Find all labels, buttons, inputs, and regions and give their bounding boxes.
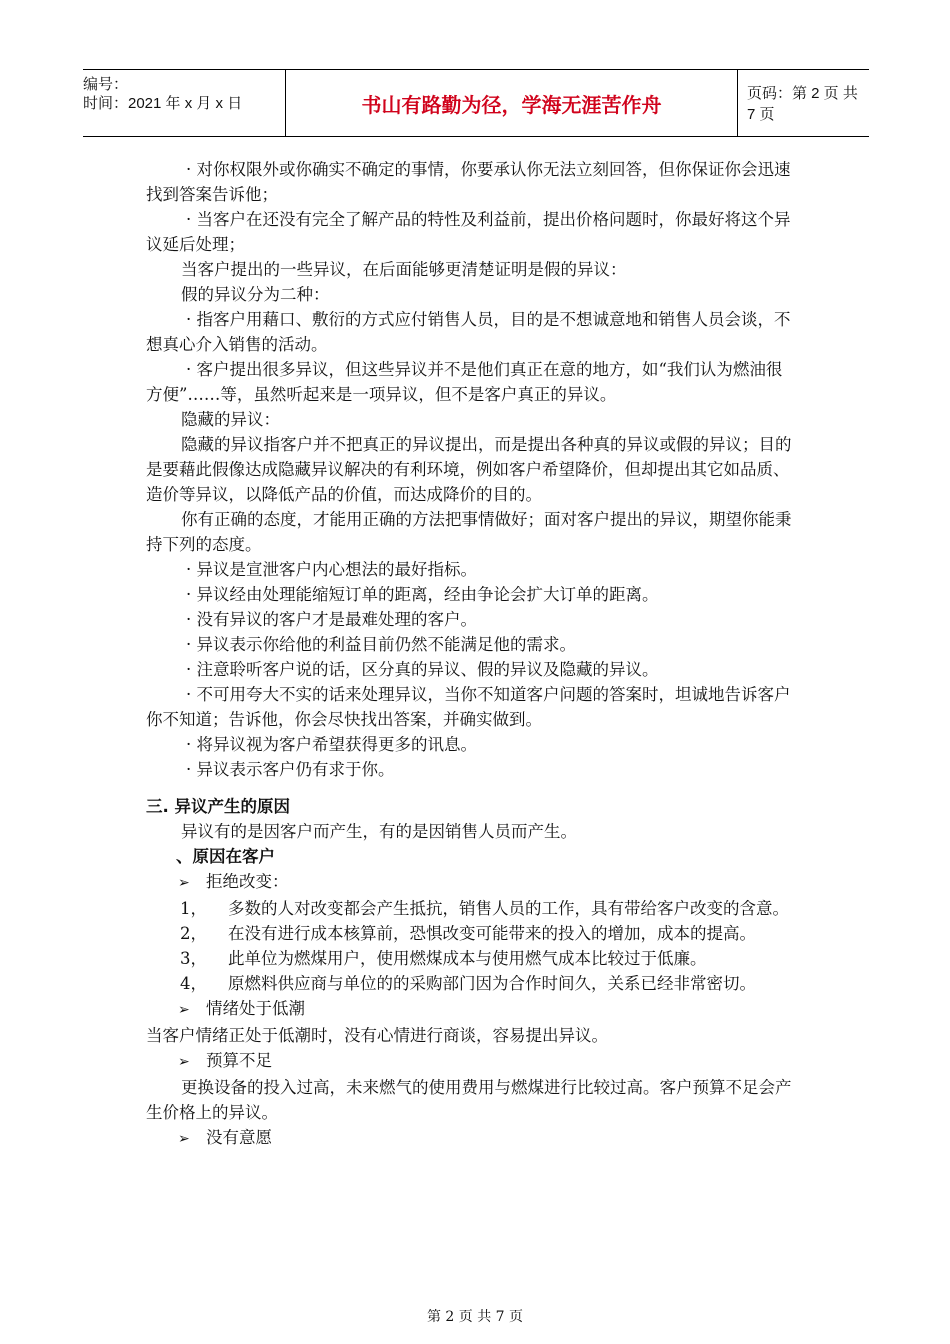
attitude-item: · 注意聆听客户说的话，区分真的异议、假的异议及隐藏的异议。 bbox=[186, 660, 659, 679]
attitude-item: · 不可用夸大不实的话来处理异议，当你不知道客户问题的答案时，坦诚地告诉客户你不知道；告诉他，你会尽快找出答案，并确实做到。 bbox=[146, 685, 791, 729]
attitude-item: · 异议是宣泄客户内心想法的最好指标。 bbox=[186, 560, 477, 579]
arrow-bullet-icon: ➢ bbox=[178, 1131, 190, 1147]
arrow-bullet-icon: ➢ bbox=[178, 1002, 190, 1018]
paragraph: · 当客户在还没有完全了解产品的特性及利益前，提出价格问题时，你最好将这个异议延后处理； bbox=[146, 210, 791, 254]
section-heading: 三. 异议产生的原因 bbox=[146, 797, 291, 816]
arrow-item-text: 拒绝改变： bbox=[206, 872, 289, 891]
paragraph: 当客户提出的一些异议，在后面能够更清楚证明是假的异议： bbox=[181, 260, 627, 279]
item-number: 4， bbox=[180, 974, 207, 993]
paragraph: 更换设备的投入过高，未来燃气的使用费用与燃煤进行比较过高。客户预算不足会产生价格上的异议。 bbox=[146, 1078, 792, 1122]
arrow-bullet-icon: ➢ bbox=[178, 1054, 190, 1070]
paragraph: 隐藏的异议： bbox=[181, 410, 280, 429]
numbered-item bbox=[146, 921, 798, 946]
attitude-item: · 将异议视为客户希望获得更多的讯息。 bbox=[186, 735, 477, 754]
document-date: 时间：2021 年 x 月 x 日 bbox=[83, 95, 243, 112]
numbered-item bbox=[146, 946, 798, 971]
paragraph: 异议有的是因客户而产生，有的是因销售人员而产生。 bbox=[181, 822, 577, 841]
item-number: 1， bbox=[180, 899, 207, 918]
header-motto: 书山有路勤为径，学海无涯苦作舟 bbox=[285, 70, 738, 136]
paragraph: · 客户提出很多异议，但这些异议并不是他们真正在意的地方，如“我们认为燃油很方便”……等，虽然听起来是一项异议，但不是客户真正的异议。 bbox=[146, 360, 783, 404]
paragraph: 假的异议分为二种： bbox=[181, 285, 330, 304]
numbered-item bbox=[146, 971, 798, 996]
item-text: 此单位为燃煤用户，使用燃煤成本与使用燃气成本比较过于低廉。 bbox=[228, 949, 707, 968]
numbered-item bbox=[146, 896, 798, 921]
paragraph: 你有正确的态度，才能用正确的方法把事情做好；面对客户提出的异议，期望你能秉持下列的态度。 bbox=[146, 510, 792, 554]
arrow-item bbox=[146, 1048, 798, 1075]
arrow-item bbox=[146, 1125, 798, 1152]
item-text: 多数的人对改变都会产生抵抗，销售人员的工作，具有带给客户改变的含意。 bbox=[228, 899, 789, 918]
arrow-item bbox=[146, 869, 798, 896]
item-text: 在没有进行成本核算前，恐惧改变可能带来的投入的增加，成本的提高。 bbox=[228, 924, 756, 943]
paragraph: · 对你权限外或你确实不确定的事情，你要承认你无法立刻回答，但你保证你会迅速找到答案告诉他； bbox=[146, 160, 791, 204]
document-number: 编号： bbox=[83, 76, 129, 93]
page-header bbox=[83, 69, 869, 137]
attitude-item: · 异议经由处理能缩短订单的距离，经由争论会扩大订单的距离。 bbox=[186, 585, 659, 604]
arrow-item-text: 预算不足 bbox=[206, 1051, 272, 1070]
item-text: 原燃料供应商与单位的的采购部门因为合作时间久，关系已经非常密切。 bbox=[228, 974, 756, 993]
header-page-number: 页码：第 2 页 共 7 页 bbox=[747, 85, 858, 123]
arrow-item bbox=[146, 996, 798, 1023]
page-footer: 第 2 页 共 7 页 bbox=[426, 1309, 524, 1325]
item-number: 3， bbox=[180, 949, 207, 968]
paragraph: 隐藏的异议指客户并不把真正的异议提出，而是提出各种真的异议或假的异议；目的是要藉此假像达成隐藏异议解决的有利环境，例如客户希望降价，但却提出其它如品质、造价等异议，以降低产品的价值，而达成降价的目的。 bbox=[146, 435, 792, 504]
paragraph: · 指客户用藉口、敷衍的方式应付销售人员，目的是不想诚意地和销售人员会谈，不想真心介入销售的活动。 bbox=[146, 310, 791, 354]
paragraph: 当客户情绪正处于低潮时，没有心情进行商谈，容易提出异议。 bbox=[146, 1026, 608, 1045]
header-meta bbox=[83, 70, 285, 136]
attitude-item: · 异议表示你给他的利益目前仍然不能满足他的需求。 bbox=[186, 635, 576, 654]
arrow-item-text: 没有意愿 bbox=[206, 1128, 272, 1147]
arrow-item-text: 情绪处于低潮 bbox=[206, 999, 305, 1018]
document-body bbox=[146, 157, 798, 1152]
arrow-bullet-icon: ➢ bbox=[178, 875, 190, 891]
attitude-item: · 没有异议的客户才是最难处理的客户。 bbox=[186, 610, 477, 629]
attitude-item: · 异议表示客户仍有求于你。 bbox=[186, 760, 395, 779]
item-number: 2， bbox=[180, 924, 207, 943]
subsection-heading: 、原因在客户 bbox=[176, 847, 275, 866]
